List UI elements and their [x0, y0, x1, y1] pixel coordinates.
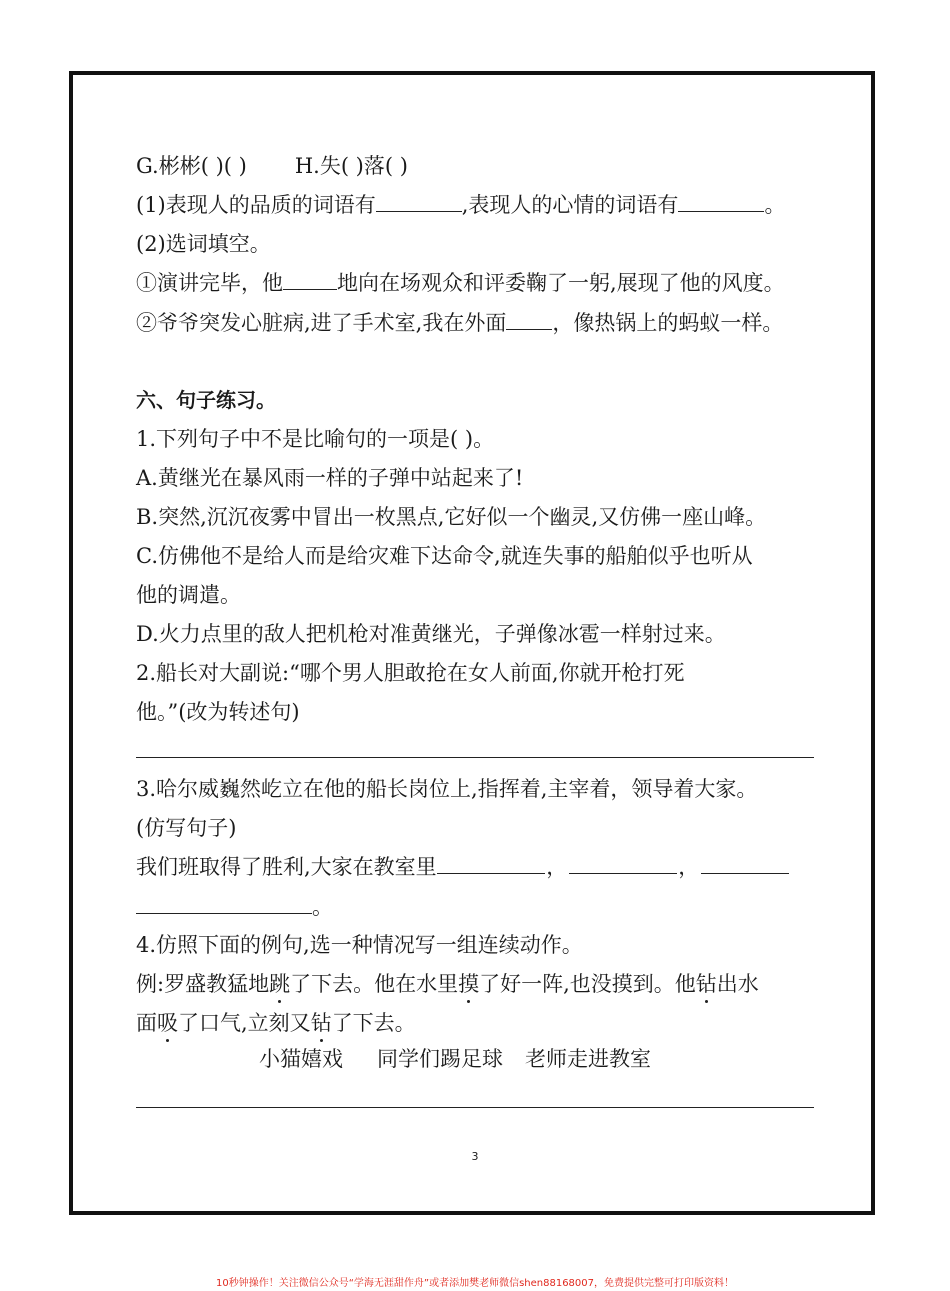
blank-q3-4[interactable] — [136, 893, 312, 914]
blank-q2-2[interactable] — [506, 309, 552, 330]
question-3-line-4: 。 — [136, 892, 333, 922]
question-3-line-2: (仿写句子) — [136, 816, 237, 840]
choice-teacher-enters: 老师走进教室 — [525, 1047, 651, 1071]
example-line-1: 例:罗盛教猛地跳了下去。他在水里摸了好一阵,也没摸到。他钻出水 — [136, 969, 759, 999]
question-2-line-2: 他。”(改为转述句) — [136, 700, 300, 724]
question-2-line-1: 2.船长对大副说:“哪个男人胆敢抢在女人前面,你就开枪打死 — [136, 661, 685, 685]
emphasis-char: 吸 — [157, 1008, 178, 1038]
blank-q3-1[interactable] — [437, 853, 545, 874]
answer-line-q4[interactable] — [136, 1107, 814, 1108]
option-c-line-2: 他的调遣。 — [136, 583, 241, 607]
question-4: 4.仿照下面的例句,选一种情况写一组连续动作。 — [136, 933, 583, 957]
question-3-line-1: 3.哈尔威巍然屹立在他的船长岗位上,指挥着,主宰着，领导着大家。 — [136, 777, 758, 801]
emphasis-char: 摸 — [458, 969, 479, 999]
q2-heading: (2)选词填空。 — [136, 232, 271, 256]
q2-item-1: ①演讲完毕，他 地向在场观众和评委鞠了一躬,展现了他的风度。 — [136, 271, 785, 295]
blank-q2-1[interactable] — [283, 269, 337, 290]
blank-q3-3[interactable] — [701, 853, 789, 874]
answer-line-q2[interactable] — [136, 757, 814, 758]
word-item-h: H.失( )落( ) — [294, 154, 408, 178]
footer-promo: 10秒钟操作！关注微信公众号“学海无涯甜作舟”或者添加樊老师微信shen88168007，免费提供完整可打印版资料！ — [215, 1278, 735, 1289]
option-d: D.火力点里的敌人把机枪对准黄继光，子弹像冰雹一样射过来。 — [136, 622, 726, 646]
section-title: 六、句子练习。 — [136, 388, 276, 412]
option-c-line-1: C.仿佛他不是给人而是给灾难下达命令,就连失事的船舶似乎也听从 — [136, 544, 753, 568]
emphasis-char: 钻 — [311, 1008, 332, 1038]
situation-choices — [259, 1044, 651, 1074]
page-number: 3 — [471, 1150, 479, 1163]
question-1: 1.下列句子中不是比喻句的一项是( )。 — [136, 427, 495, 451]
word-item-g: G.彬彬( )( ) — [136, 154, 247, 178]
word-item-g-h — [136, 151, 408, 181]
question-3-line-3: 我们班取得了胜利,大家在教室里 ， ， — [136, 852, 789, 882]
blank-q3-2[interactable] — [569, 853, 677, 874]
option-a: A.黄继光在暴风雨一样的子弹中站起来了! — [136, 466, 524, 490]
example-line-2: 面吸了口气,立刻又钻了下去。 — [136, 1008, 416, 1038]
emphasis-char: 钻 — [696, 969, 717, 999]
blank-quality-words[interactable] — [376, 191, 462, 212]
choice-cat-playing: 小猫嬉戏 — [259, 1047, 343, 1071]
q2-item-2: ②爷爷突发心脏病,进了手术室,我在外面 ，像热锅上的蚂蚁一样。 — [136, 311, 784, 335]
emphasis-char: 跳 — [269, 969, 290, 999]
option-b: B.突然,沉沉夜雾中冒出一枚黑点,它好似一个幽灵,又仿佛一座山峰。 — [136, 505, 767, 529]
blank-mood-words[interactable] — [678, 191, 764, 212]
choice-classmates-football: 同学们踢足球 — [377, 1047, 503, 1071]
q1-fill-line: (1)表现人的品质的词语有 ,表现人的心情的词语有 。 — [136, 193, 786, 217]
